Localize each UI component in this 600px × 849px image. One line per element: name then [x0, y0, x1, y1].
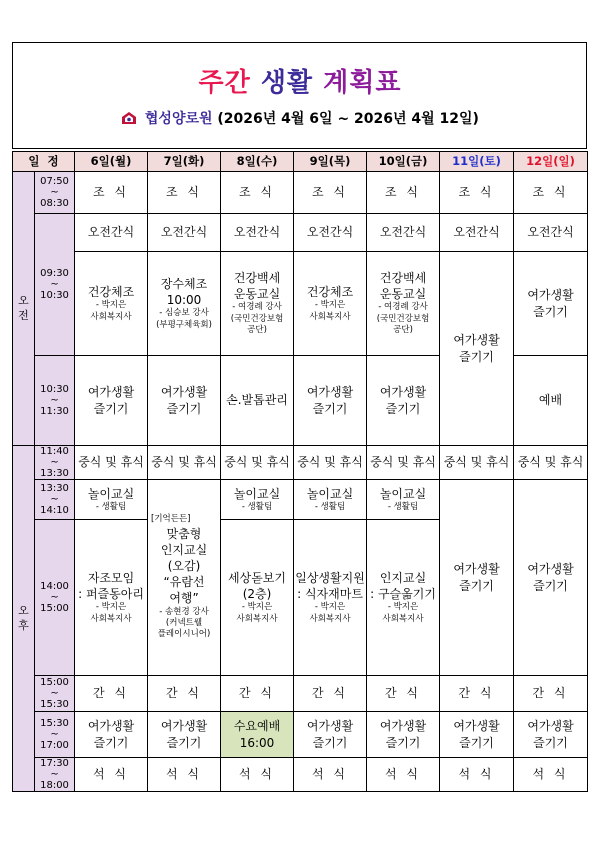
lunch-cell: 중식 및 휴식 [294, 446, 367, 480]
play-class-cell [294, 480, 367, 520]
program-note: - 심승보 강사 (부평구체육회) [156, 308, 212, 330]
leisure-cell: 여가생활 즐기기 [294, 712, 367, 758]
program-note: - 박지은 사회복지사 [309, 300, 351, 322]
breakfast-cell: 조 식 [514, 172, 588, 214]
time-slot: 15:30 ~ 17:00 [35, 712, 75, 758]
program-note: - 여경례 강사 (국민건강보험 공단) [376, 302, 430, 336]
play-class-cell [221, 480, 294, 520]
leisure-cell: 여가생활 즐기기 [148, 356, 221, 446]
program-note: - 박지은 사회복지사 [90, 300, 132, 322]
day-sat: 11일(토) [440, 152, 514, 172]
breakfast-cell: 조 식 [75, 172, 148, 214]
program-note: - 여경례 강사 (국민건강보험 공단) [230, 302, 284, 336]
program-note: - 생활팀 [241, 501, 273, 512]
time-slot: 13:30 ~ 14:10 [35, 480, 75, 520]
pm-snack-cell: 간 식 [221, 676, 294, 712]
day-mon: 6일(월) [75, 152, 148, 172]
time-slot: 15:00 ~ 15:30 [35, 676, 75, 712]
pm-snack-cell: 간 식 [75, 676, 148, 712]
program-cell [294, 252, 367, 356]
pm-snack-cell: 간 식 [148, 676, 221, 712]
program-note: - 생활팀 [314, 501, 346, 512]
date-range: (2026년 4월 6일 ~ 2026년 4월 12일) [217, 111, 479, 127]
breakfast-cell: 조 식 [148, 172, 221, 214]
am-snack-cell: 오전간식 [221, 214, 294, 252]
lunch-cell: 중식 및 휴식 [440, 446, 514, 480]
am-snack-cell: 오전간식 [367, 214, 440, 252]
dinner-cell: 석 식 [148, 758, 221, 792]
leisure-cell: 여가생활 즐기기 [440, 480, 514, 676]
lunch-cell: 중식 및 휴식 [367, 446, 440, 480]
title-word-3: 계획표 [323, 68, 402, 98]
program-note: - 박지은 사회복지사 [236, 602, 278, 624]
program-cell [294, 520, 367, 676]
time-slot: 10:30 ~ 11:30 [35, 356, 75, 446]
program-title: 놀이교실 [233, 486, 281, 501]
program-note: - 생활팀 [95, 501, 127, 512]
am-snack-cell: 오전간식 [440, 214, 514, 252]
organization-logo-icon [121, 111, 137, 125]
program-tag: [기억든든] [151, 514, 191, 525]
program-cell [75, 520, 148, 676]
program-title: 일상생활지원 : 식자재마트 [295, 570, 365, 602]
breakfast-cell: 조 식 [221, 172, 294, 214]
period-am: 오 전 [13, 172, 35, 446]
pm-snack-cell: 간 식 [294, 676, 367, 712]
leisure-cell: 여가생활 즐기기 [294, 356, 367, 446]
day-fri: 10일(금) [367, 152, 440, 172]
program-title: 건강백세 운동교실 [233, 271, 281, 302]
subtitle [0, 108, 600, 128]
title-word-1: 주간 [198, 68, 251, 98]
pm-snack-cell: 간 식 [440, 676, 514, 712]
program-title: 놀이교실 [87, 486, 135, 501]
am-snack-cell: 오전간식 [514, 214, 588, 252]
program-title: 놀이교실 [306, 486, 354, 501]
day-tue: 7일(화) [148, 152, 221, 172]
program-cell [148, 480, 221, 676]
leisure-cell: 여가생활 즐기기 [367, 356, 440, 446]
play-class-cell [367, 480, 440, 520]
lunch-cell: 중식 및 휴식 [148, 446, 221, 480]
program-cell [75, 252, 148, 356]
program-note: - 생활팀 [387, 501, 419, 512]
leisure-cell: 여가생활 즐기기 [440, 712, 514, 758]
leisure-cell: 여가생활 즐기기 [367, 712, 440, 758]
title-word-2: 생활 [260, 68, 314, 98]
program-note: - 박지은 사회복지사 [309, 602, 351, 624]
program-cell [148, 252, 221, 356]
breakfast-cell: 조 식 [367, 172, 440, 214]
program-title: 인지교실 : 구슬옮기기 [370, 570, 436, 602]
program-title: 장수체조 10:00 [160, 276, 208, 308]
header-label: 일 정 [13, 152, 75, 172]
leisure-cell: 여가생활 즐기기 [148, 712, 221, 758]
day-sun: 12일(일) [514, 152, 588, 172]
dinner-cell: 석 식 [294, 758, 367, 792]
program-title: 건강체조 [87, 284, 135, 299]
leisure-cell: 여가생활 즐기기 [75, 712, 148, 758]
leisure-cell: 여가생활 즐기기 [75, 356, 148, 446]
am-snack-cell: 오전간식 [294, 214, 367, 252]
breakfast-cell: 조 식 [440, 172, 514, 214]
program-note: - 송현경 강사 (커넥트웰 플레이시니어) [157, 606, 211, 640]
lunch-cell: 중식 및 휴식 [221, 446, 294, 480]
program-title: 놀이교실 [379, 486, 427, 501]
program-cell [221, 252, 294, 356]
page-title [0, 62, 600, 99]
weekly-schedule-table [12, 151, 588, 792]
am-snack-cell: 오전간식 [148, 214, 221, 252]
time-slot: 11:40 ~ 13:30 [35, 446, 75, 480]
leisure-cell: 여가생활 즐기기 [514, 712, 588, 758]
play-class-cell [75, 480, 148, 520]
day-thu: 9일(목) [294, 152, 367, 172]
leisure-cell: 여가생활 즐기기 [440, 252, 514, 446]
program-note: - 박지은 사회복지사 [382, 602, 424, 624]
period-pm: 오 후 [13, 446, 35, 792]
program-cell [367, 520, 440, 676]
program-title: 건강체조 [306, 284, 354, 299]
time-slot: 07:50 ~ 08:30 [35, 172, 75, 214]
time-slot: 17:30 ~ 18:00 [35, 758, 75, 792]
dinner-cell: 석 식 [440, 758, 514, 792]
program-title: 자조모임 : 퍼즐동아리 [78, 570, 144, 602]
dinner-cell: 석 식 [367, 758, 440, 792]
leisure-cell: 여가생활 즐기기 [514, 480, 588, 676]
dinner-cell: 석 식 [514, 758, 588, 792]
organization-name: 협성양로원 [144, 111, 213, 127]
am-snack-cell: 오전간식 [75, 214, 148, 252]
program-title: 세상돋보기 (2층) [228, 570, 286, 602]
nail-care-cell: 손.발톱관리 [221, 356, 294, 446]
program-note: - 박지은 사회복지사 [90, 602, 132, 624]
wednesday-service-cell: 수요예배 16:00 [221, 712, 294, 758]
lunch-cell: 중식 및 휴식 [514, 446, 588, 480]
lunch-cell: 중식 및 휴식 [75, 446, 148, 480]
worship-cell: 예배 [514, 356, 588, 446]
breakfast-cell: 조 식 [294, 172, 367, 214]
pm-snack-cell: 간 식 [514, 676, 588, 712]
leisure-cell: 여가생활 즐기기 [514, 252, 588, 356]
program-cell [221, 520, 294, 676]
program-title: 건강백세 운동교실 [379, 271, 427, 302]
header-row [13, 152, 588, 172]
time-slot: 09:30 ~ 10:30 [35, 214, 75, 356]
dinner-cell: 석 식 [221, 758, 294, 792]
dinner-cell: 석 식 [75, 758, 148, 792]
program-cell [367, 252, 440, 356]
pm-snack-cell: 간 식 [367, 676, 440, 712]
time-slot: 14:00 ~ 15:00 [35, 520, 75, 676]
program-title: 맞춤형 인지교실 (오감) “유람선 여행” [160, 526, 208, 606]
day-wed: 8일(수) [221, 152, 294, 172]
